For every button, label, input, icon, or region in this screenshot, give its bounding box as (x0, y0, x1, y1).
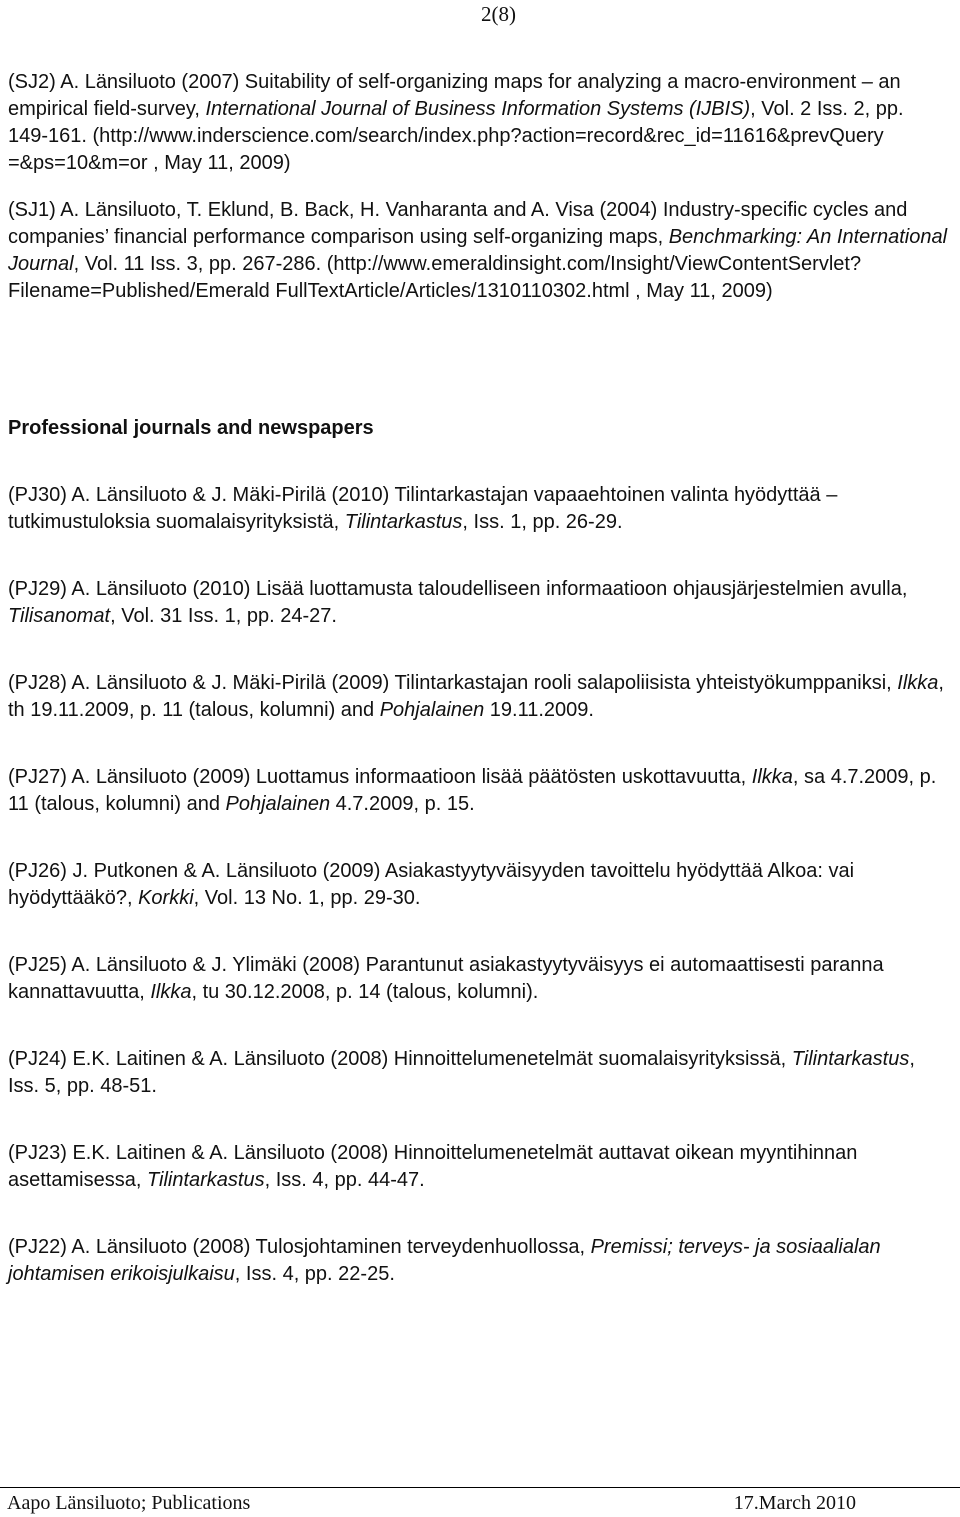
journal-title: Ilkka (150, 981, 192, 1003)
ref-text: (PJ29) A. Länsiluoto (2010) Lisää luottamusta taloudelliseen informaatioon ohjausjärjestelmien avulla, (8, 578, 908, 600)
ref-text: , Vol. 31 Iss. 1, pp. 24-27. (110, 605, 337, 627)
ref-text: (PJ25) A. Länsiluoto & J. Ylimäki (2008) Parantunut asiakastyytyväisyys ei automaattisesti paranna kannattavuutta, (8, 954, 884, 1003)
reference-pj25 (8, 952, 948, 1006)
ref-text: , Vol. 13 No. 1, pp. 29-30. (193, 887, 421, 909)
ref-text: , tu 30.12.2008, p. 14 (talous, kolumni). (191, 981, 539, 1003)
footer-author: Aapo Länsiluoto; Publications (7, 1492, 251, 1514)
ref-text: , Iss. 4, pp. 44-47. (264, 1169, 425, 1191)
ref-text: 19.11.2009. (484, 699, 594, 721)
journal-title: Tilisanomat (8, 605, 111, 627)
page-footer (0, 1487, 960, 1517)
ref-text: (PJ22) A. Länsiluoto (2008) Tulosjohtaminen terveydenhuollossa, (8, 1236, 591, 1258)
journal-title: Korkki (138, 887, 194, 909)
ref-text: , sa 4.7.2009, p. 11 (talous, kolumni) and (8, 766, 937, 815)
ref-text: (SJ1) A. Länsiluoto, T. Eklund, B. Back, H. Vanharanta and A. Visa (2004) Industry-specific cycles and companies’ financial performance comparison using self-organizing maps, (8, 199, 908, 248)
journal-title: International Journal of Business Information Systems (IJBIS) (205, 98, 751, 120)
journal-title: Benchmarking: An International Journal (8, 226, 948, 275)
ref-text: (PJ23) E.K. Laitinen & A. Länsiluoto (2008) Hinnoittelumenetelmät auttavat oikean myyntihinnan asettamisessa, (8, 1142, 858, 1191)
journal-title: Tilintarkastus (344, 511, 463, 533)
ref-text: (PJ24) E.K. Laitinen & A. Länsiluoto (2008) Hinnoittelumenetelmät suomalaisyrityksissä, (8, 1048, 792, 1070)
ref-text: , Vol. 11 Iss. 3, pp. 267-286. (http://www.emeraldinsight.com/Insight/ViewContentServlet?Filename=Published/Emerald FullTextArticle/Articles/1310110302.html , May 11, 2009) (8, 253, 862, 302)
ref-text: , Vol. 2 Iss. 2, pp. 149-161. (http://www.inderscience.com/search/index.php?action=record&rec_id=11616&prevQuery =&ps=10&m=or , May 11, 2009) (8, 98, 904, 174)
ref-text: 4.7.2009, p. 15. (330, 793, 475, 815)
reference-pj22 (8, 1234, 948, 1288)
reference-pj24 (8, 1046, 948, 1100)
reference-sj2 (8, 69, 948, 177)
reference-pj28 (8, 670, 948, 724)
ref-text: (PJ27) A. Länsiluoto (2009) Luottamus informaatioon lisää päätösten uskottavuutta, (8, 766, 752, 788)
journal-title: Pohjalainen (379, 699, 485, 721)
ref-text: (PJ28) A. Länsiluoto & J. Mäki-Pirilä (2009) Tilintarkastajan rooli salapoliisista yhteistyökumppaniksi, (8, 672, 898, 694)
reference-pj27 (8, 764, 948, 818)
reference-pj29 (8, 576, 948, 630)
journal-title: Ilkka (751, 766, 793, 788)
reference-pj30 (8, 482, 948, 536)
journal-title: Tilintarkastus (791, 1048, 910, 1070)
page-number: 2(8) (481, 2, 516, 26)
reference-pj23 (8, 1140, 948, 1194)
footer-date: 17.March 2010 (733, 1492, 856, 1514)
ref-text: , Iss. 1, pp. 26-29. (462, 511, 623, 533)
journal-title: Tilintarkastus (146, 1169, 265, 1191)
ref-text: (PJ30) A. Länsiluoto & J. Mäki-Pirilä (2010) Tilintarkastajan vapaaehtoinen valinta hyödyttää – tutkimustuloksia suomalaisyrityksistä, (8, 484, 838, 533)
ref-text: , Iss. 5, pp. 48-51. (8, 1048, 915, 1097)
ref-text: , th 19.11.2009, p. 11 (talous, kolumni) and (8, 672, 944, 721)
reference-sj1 (8, 197, 948, 305)
journal-title: Premissi; terveys- ja sosiaalialan johtamisen erikoisjulkaisu (8, 1236, 881, 1285)
ref-text: (SJ2) A. Länsiluoto (2007) Suitability of self-organizing maps for analyzing a macro-environment – an empirical field-survey, (8, 71, 901, 120)
journal-title: Ilkka (897, 672, 939, 694)
journal-title: Pohjalainen (225, 793, 331, 815)
reference-pj26 (8, 858, 948, 912)
section-heading: Professional journals and newspapers (8, 417, 374, 439)
page-content (8, 69, 948, 1288)
ref-text: , Iss. 4, pp. 22-25. (234, 1263, 395, 1285)
ref-text: (PJ26) J. Putkonen & A. Länsiluoto (2009) Asiakastyytyväisyyden tavoittelu hyödyttää Alkoa: vai hyödyttääkö?, (8, 860, 855, 909)
